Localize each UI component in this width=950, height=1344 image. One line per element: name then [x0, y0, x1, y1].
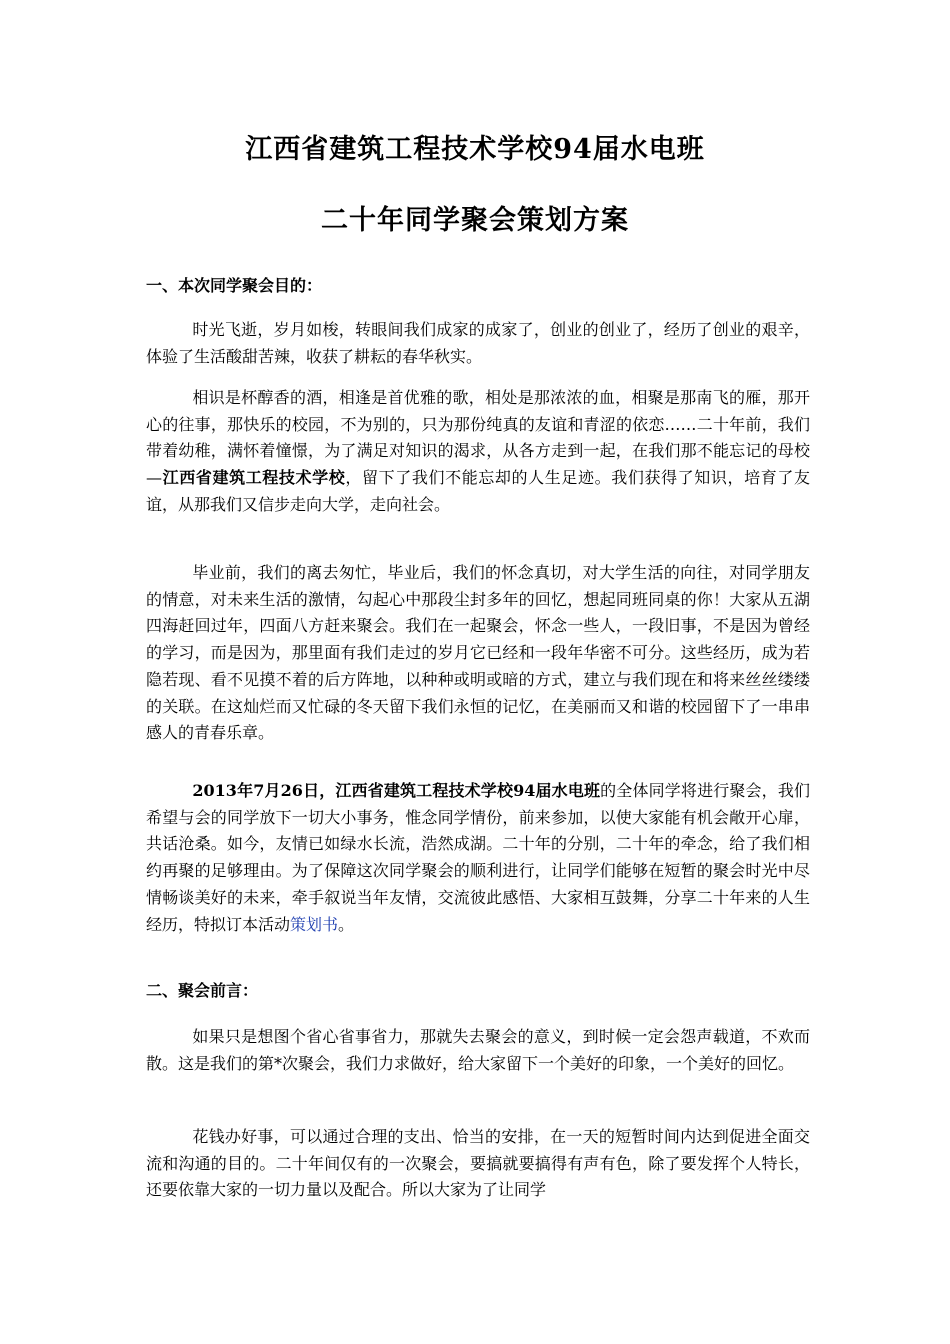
- paragraph-spending: 花钱办好事，可以通过合理的支出、恰当的安排，在一天的短暂时间内达到促进全面交流和沟通的目的。二十年间仅有的一次聚会，要搞就要搞得有声有色，除了要发挥个人特长，还要依靠大家的一切力量以及配合。所以大家为了让同学: [146, 1127, 810, 1200]
- paragraph-text: 。: [338, 914, 355, 934]
- section-heading-purpose: 一、本次同学聚会目的：: [146, 276, 323, 295]
- paragraph-text: ，留下了我们不能忘却的人生足迹。我们获得了知识，培育了友谊，从那我们又信步走向大学，走向社会。: [146, 468, 810, 514]
- school-name-bold: 江西省建筑工程技术学校: [162, 468, 346, 488]
- paragraph-text: 的全体同学将进行聚会，我们希望与会的同学放下一切大小事务，惟念同学情份，前来参加，以使大家能有机会敞开心扉，共话沧桑。如今，友情已如绿水长流，浩然成湖。二十年的分别，二十年的牵念，给了我们相约再聚的足够理由。为了保障这次同学聚会的顺利进行，让同学们能够在短暂的聚会时光中尽情畅谈美好的未来，牵手叙说当年友情，交流彼此感悟、大家相互鼓舞，分享二十年来的人生经历，特拟订本活动: [146, 781, 810, 934]
- section-heading-preface: 二、聚会前言：: [146, 981, 259, 1000]
- plan-book-link[interactable]: 策划书: [290, 914, 339, 934]
- paragraph-time-flies: 时光飞逝，岁月如梭，转眼间我们成家的成家了，创业的创业了，经历了创业的艰辛，体验了生活酸甜苦辣，收获了耕耘的春华秋实。: [146, 320, 810, 366]
- document-title-line-1: 江西省建筑工程技术学校94届水电班: [245, 134, 705, 165]
- paragraph-text: 相识是杯醇香的酒，相逢是首优雅的歌，相处是那浓浓的血，相聚是那南飞的雁，那开心的往事，那快乐的校园，不为别的，只为那份纯真的友谊和青涩的依恋……二十年前，我们带着幼稚，满怀着憧憬，为了满足对知识的渴求，从各方走到一起，在我们那不能忘记的母校—: [146, 388, 810, 488]
- paragraph-graduation: 毕业前，我们的离去匆忙，毕业后，我们的怀念真切，对大学生活的向往，对同学朋友的情意，对未来生活的激情，勾起心中那段尘封多年的回忆，想起同班同桌的你！大家从五湖四海赶回过年，四面八方赶来聚会。我们在一起聚会，怀念一些人，一段旧事，不是因为曾经的学习，而是因为，那里面有我们走过的岁月它已经和一段年华密不可分。这些经历，成为若隐若现、看不见摸不着的后方阵地，以种种或明或暗的方式，建立与我们现在和将来丝丝缕缕的关联。在这灿烂而又忙碌的冬天留下我们永恒的记忆，在美丽而又和谐的校园留下了一串串感人的青春乐章。: [146, 563, 810, 743]
- paragraph-reunion-date: [146, 778, 810, 938]
- paragraph-meaning: 如果只是想图个省心省事省力，那就失去聚会的意义，到时候一定会怨声载道，不欢而散。这是我们的第*次聚会，我们力求做好，给大家留下一个美好的印象，一个美好的回忆。: [146, 1027, 810, 1073]
- reunion-date-class-bold: 2013年7月26日，江西省建筑工程技术学校94届水电班: [192, 781, 601, 800]
- paragraph-acquaintance: [146, 385, 810, 519]
- document-title-line-2: 二十年同学聚会策划方案: [321, 205, 629, 236]
